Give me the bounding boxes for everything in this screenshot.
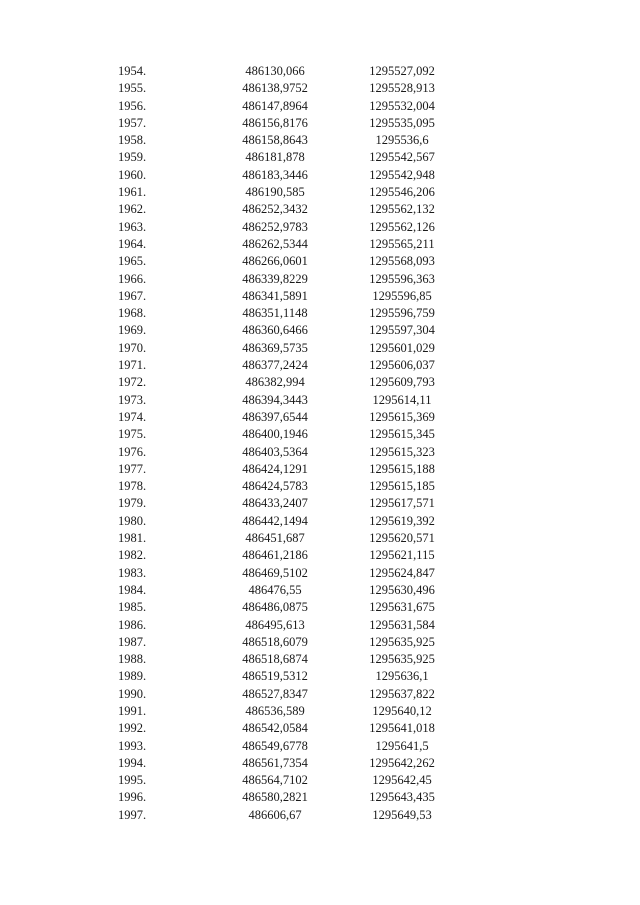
row-index: 1955. xyxy=(118,81,147,96)
value-column-1: 486130,066 xyxy=(245,64,305,78)
table-row xyxy=(0,167,640,184)
value-column-1: 486495,613 xyxy=(245,617,305,632)
value-column-2: 1295643,435 xyxy=(369,790,435,805)
value-column-1: 486403,5364 xyxy=(242,444,308,459)
table-row xyxy=(0,599,640,616)
value-column-1: 486518,6874 xyxy=(242,652,308,667)
table-row xyxy=(0,444,640,461)
value-column-2: 1295615,345 xyxy=(369,427,435,442)
row-index: 1983. xyxy=(118,565,147,580)
value-column-1: 486369,5735 xyxy=(242,340,308,355)
value-column-1: 486469,5102 xyxy=(242,565,308,580)
table-row xyxy=(0,219,640,236)
row-index: 1958. xyxy=(118,133,147,148)
value-column-1: 486433,2407 xyxy=(242,496,308,511)
row-index: 1971. xyxy=(118,358,147,373)
value-column-1: 486262,5344 xyxy=(242,236,308,251)
table-row xyxy=(0,547,640,564)
table-row xyxy=(0,253,640,270)
value-column-1: 486400,1946 xyxy=(242,427,308,442)
value-column-2: 1295601,029 xyxy=(369,340,435,355)
value-column-2: 1295596,759 xyxy=(369,306,435,321)
value-column-1: 486442,1494 xyxy=(242,513,308,528)
table-row xyxy=(0,201,640,218)
value-column-2: 1295640,12 xyxy=(372,703,432,718)
value-column-2: 1295546,206 xyxy=(369,185,435,200)
value-column-1: 486461,2186 xyxy=(242,548,308,563)
value-column-1: 486542,0584 xyxy=(242,721,308,736)
value-column-2: 1295619,392 xyxy=(369,513,435,528)
row-index: 1966. xyxy=(118,271,147,286)
table-row xyxy=(0,340,640,357)
row-index: 1969. xyxy=(118,323,147,338)
row-index: 1988. xyxy=(118,652,147,667)
row-index: 1976. xyxy=(118,444,147,459)
row-index: 1963. xyxy=(118,219,147,234)
row-index: 1967. xyxy=(118,288,147,303)
value-column-2: 1295565,211 xyxy=(369,236,435,251)
value-column-1: 486382,994 xyxy=(245,375,305,390)
row-index: 1985. xyxy=(118,600,147,615)
value-column-1: 486451,687 xyxy=(245,531,305,546)
row-index: 1996. xyxy=(118,790,147,805)
row-index: 1987. xyxy=(118,634,147,649)
value-column-1: 486266,0601 xyxy=(242,254,308,269)
row-index: 1962. xyxy=(118,202,147,217)
table-row xyxy=(0,686,640,703)
row-index: 1984. xyxy=(118,582,147,597)
value-column-1: 486486,0875 xyxy=(242,600,308,615)
value-column-1: 486147,8964 xyxy=(242,98,308,113)
table-row xyxy=(0,115,640,132)
table-row xyxy=(0,149,640,166)
value-column-2: 1295568,093 xyxy=(369,254,435,269)
row-index: 1975. xyxy=(118,427,147,442)
table-row xyxy=(0,374,640,391)
value-column-1: 486518,6079 xyxy=(242,634,308,649)
table-row xyxy=(0,392,640,409)
table-row xyxy=(0,132,640,149)
value-column-1: 486394,3443 xyxy=(242,392,308,407)
table-row xyxy=(0,322,640,339)
table-row xyxy=(0,738,640,755)
value-column-2: 1295630,496 xyxy=(369,582,435,597)
value-column-2: 1295636,1 xyxy=(375,669,429,684)
table-row xyxy=(0,288,640,305)
row-index: 1954. xyxy=(118,64,147,78)
table-row xyxy=(0,357,640,374)
table-row xyxy=(0,426,640,443)
table-row xyxy=(0,789,640,806)
value-column-2: 1295615,188 xyxy=(369,461,435,476)
value-column-2: 1295615,185 xyxy=(369,479,435,494)
row-index: 1994. xyxy=(118,755,147,770)
table-row xyxy=(0,668,640,685)
value-column-1: 486158,8643 xyxy=(242,133,308,148)
table-row xyxy=(0,98,640,115)
value-column-1: 486339,8229 xyxy=(242,271,308,286)
table-row xyxy=(0,184,640,201)
table-row xyxy=(0,236,640,253)
value-column-2: 1295596,85 xyxy=(372,288,432,303)
table-row xyxy=(0,703,640,720)
value-column-2: 1295542,948 xyxy=(369,167,435,182)
value-column-2: 1295562,132 xyxy=(369,202,435,217)
value-column-1: 486252,9783 xyxy=(242,219,308,234)
table-row xyxy=(0,720,640,737)
row-index: 1989. xyxy=(118,669,147,684)
value-column-1: 486138,9752 xyxy=(242,81,308,96)
table-row xyxy=(0,617,640,634)
value-column-2: 1295635,925 xyxy=(369,634,435,649)
value-column-2: 1295528,913 xyxy=(369,81,435,96)
value-column-2: 1295642,262 xyxy=(369,755,435,770)
row-index: 1993. xyxy=(118,738,147,753)
row-index: 1992. xyxy=(118,721,147,736)
row-index: 1959. xyxy=(118,150,147,165)
row-index: 1979. xyxy=(118,496,147,511)
table-row xyxy=(0,772,640,789)
value-column-1: 486606,67 xyxy=(248,807,302,822)
table-row xyxy=(0,513,640,530)
value-column-2: 1295631,584 xyxy=(369,617,435,632)
value-column-1: 486377,2424 xyxy=(242,358,308,373)
table-row xyxy=(0,63,640,80)
row-index: 1964. xyxy=(118,236,147,251)
value-column-2: 1295597,304 xyxy=(369,323,435,338)
row-index: 1981. xyxy=(118,531,147,546)
value-column-1: 486397,6544 xyxy=(242,409,308,424)
value-column-1: 486527,8347 xyxy=(242,686,308,701)
table-row xyxy=(0,755,640,772)
value-column-2: 1295615,323 xyxy=(369,444,435,459)
row-index: 1957. xyxy=(118,115,147,130)
row-index: 1997. xyxy=(118,807,147,822)
table-row xyxy=(0,530,640,547)
value-column-2: 1295617,571 xyxy=(369,496,435,511)
table-row xyxy=(0,807,640,824)
value-column-2: 1295631,675 xyxy=(369,600,435,615)
value-column-2: 1295641,5 xyxy=(375,738,429,753)
value-column-2: 1295535,095 xyxy=(369,115,435,130)
value-column-1: 486424,1291 xyxy=(242,461,308,476)
row-index: 1973. xyxy=(118,392,147,407)
value-column-2: 1295527,092 xyxy=(369,64,435,78)
row-index: 1965. xyxy=(118,254,147,269)
table-row xyxy=(0,305,640,322)
row-index: 1968. xyxy=(118,306,147,321)
row-index: 1970. xyxy=(118,340,147,355)
value-column-1: 486564,7102 xyxy=(242,773,308,788)
table-row xyxy=(0,495,640,512)
value-column-2: 1295624,847 xyxy=(369,565,435,580)
value-column-2: 1295532,004 xyxy=(369,98,435,113)
value-column-2: 1295649,53 xyxy=(372,807,432,822)
value-column-1: 486351,1148 xyxy=(242,306,308,321)
value-column-1: 486156,8176 xyxy=(242,115,308,130)
table-row xyxy=(0,409,640,426)
value-column-2: 1295642,45 xyxy=(372,773,432,788)
row-index: 1974. xyxy=(118,409,147,424)
value-column-2: 1295609,793 xyxy=(369,375,435,390)
row-index: 1961. xyxy=(118,185,147,200)
row-index: 1990. xyxy=(118,686,147,701)
table-row xyxy=(0,582,640,599)
row-index: 1986. xyxy=(118,617,147,632)
table-row xyxy=(0,80,640,97)
value-column-1: 486252,3432 xyxy=(242,202,308,217)
value-column-1: 486476,55 xyxy=(248,582,302,597)
value-column-1: 486181,878 xyxy=(245,150,305,165)
value-column-2: 1295615,369 xyxy=(369,409,435,424)
table-row xyxy=(0,634,640,651)
data-table xyxy=(0,63,640,824)
table-row xyxy=(0,271,640,288)
table-row xyxy=(0,478,640,495)
value-column-1: 486561,7354 xyxy=(242,755,308,770)
value-column-2: 1295596,363 xyxy=(369,271,435,286)
value-column-2: 1295621,115 xyxy=(369,548,435,563)
value-column-1: 486424,5783 xyxy=(242,479,308,494)
value-column-1: 486190,585 xyxy=(245,185,305,200)
row-index: 1982. xyxy=(118,548,147,563)
value-column-2: 1295542,567 xyxy=(369,150,435,165)
value-column-2: 1295635,925 xyxy=(369,652,435,667)
table-row xyxy=(0,565,640,582)
value-column-2: 1295606,037 xyxy=(369,358,435,373)
table-row xyxy=(0,651,640,668)
row-index: 1977. xyxy=(118,461,147,476)
value-column-1: 486580,2821 xyxy=(242,790,308,805)
value-column-2: 1295562,126 xyxy=(369,219,435,234)
table-row xyxy=(0,461,640,478)
row-index: 1978. xyxy=(118,479,147,494)
row-index: 1960. xyxy=(118,167,147,182)
value-column-2: 1295614,11 xyxy=(372,392,432,407)
row-index: 1991. xyxy=(118,703,147,718)
value-column-1: 486183,3446 xyxy=(242,167,308,182)
value-column-2: 1295637,822 xyxy=(369,686,435,701)
value-column-2: 1295536,6 xyxy=(375,133,429,148)
value-column-1: 486549,6778 xyxy=(242,738,308,753)
value-column-1: 486360,6466 xyxy=(242,323,308,338)
value-column-2: 1295620,571 xyxy=(369,531,435,546)
value-column-1: 486519,5312 xyxy=(242,669,308,684)
value-column-1: 486341,5891 xyxy=(242,288,308,303)
value-column-2: 1295641,018 xyxy=(369,721,435,736)
value-column-1: 486536,589 xyxy=(245,703,305,718)
row-index: 1995. xyxy=(118,773,147,788)
row-index: 1980. xyxy=(118,513,147,528)
row-index: 1972. xyxy=(118,375,147,390)
row-index: 1956. xyxy=(118,98,147,113)
